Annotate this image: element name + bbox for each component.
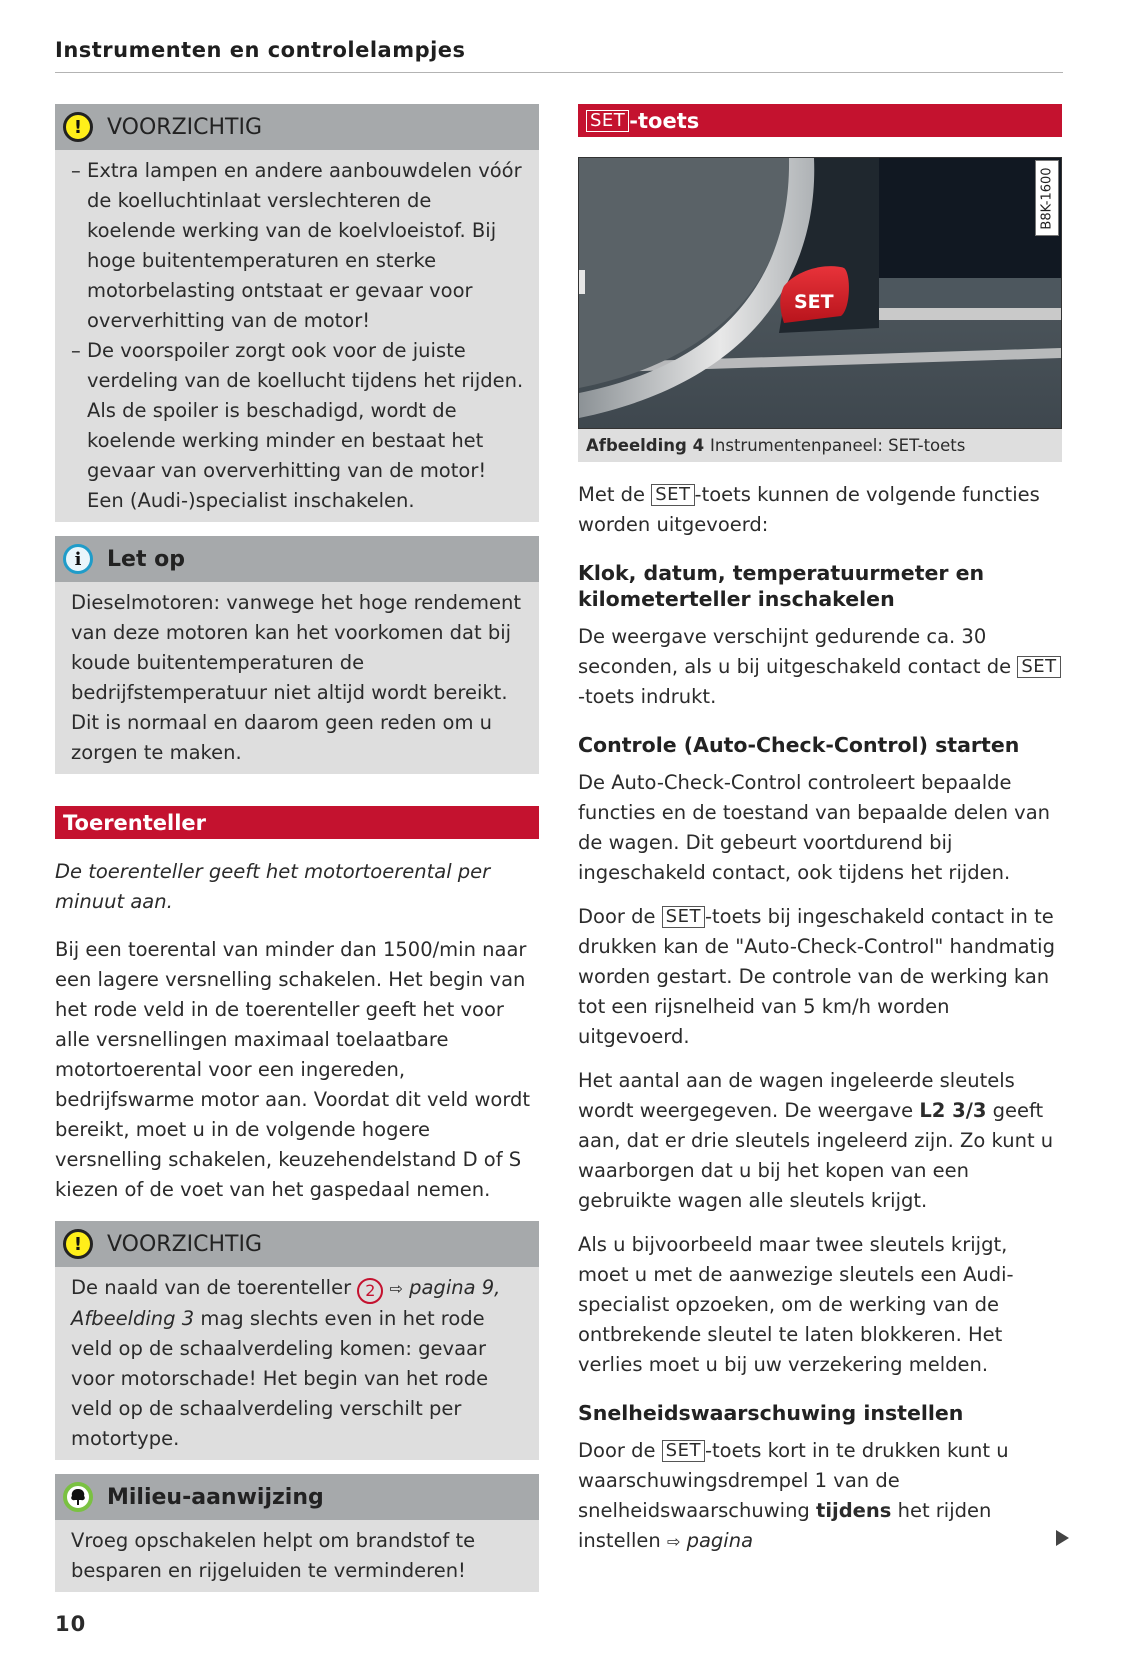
caution-title: VOORZICHTIG — [107, 114, 263, 140]
auto-check-paragraph-4: Als u bijvoorbeeld maar twee sleutels krijgt, moet u met de aanwezige sleutels een Audi-specialist opzoeken, om de werking van de ontbrekende sleutel te laten blokkeren. Het verlies moet u bij uw verzekering melden. — [578, 1233, 1014, 1376]
figure-caption — [578, 429, 1062, 462]
instrument-panel-illustration — [578, 157, 1062, 429]
cross-reference-arrow-icon: ⇨ — [389, 1279, 403, 1298]
caution-box-header — [55, 1221, 539, 1267]
caution-text: De naald van de toerenteller — [71, 1276, 352, 1299]
list-item-text: De voorspoiler zorgt ook voor de juiste verdeling van de koellucht tijdens het rijden. Als de spoiler is beschadigd, wordt de koelende werking minder en bestaat het gevaar van oververhitting van de motor! Een (Audi-)specialist inschakelen. — [87, 339, 524, 512]
list-item-text: Extra lampen en andere aanbouwdelen vóór de koelluchtinlaat verslechteren de koelende werking van de koelvloeistof. Bij hoge buitentemperaturen en sterke motorbelasting ontstaat er gevaar voor oververhitting van de motor! — [87, 159, 522, 332]
running-header-title: Instrumenten en controlelampjes — [55, 38, 466, 62]
list-item — [71, 156, 525, 336]
environment-box-body: Vroeg opschakelen helpt om brandstof te besparen en rijgeluiden te verminderen! — [71, 1529, 476, 1582]
note-title: Let op — [107, 546, 185, 572]
set-key-symbol: SET — [662, 1440, 705, 1462]
section-paragraph: Bij een toerental van minder dan 1500/min naar een lagere versnelling schakelen. Het begin van het rode veld in de toerenteller geeft het voor alle versnellingen maximaal toelaatbare motortoerental voor een ingereden, bedrijfswarme motor aan. Voordat dit veld wordt bereikt, moet u in de volgende hogere versnelling schakelen, keuzehendelstand D of S kiezen of de voet van het gaspedaal nemen. — [55, 938, 531, 1201]
text: het rijden instellen — [578, 1499, 992, 1552]
dash-bullet: – — [71, 159, 81, 182]
text: Door de — [578, 1439, 656, 1462]
clock-paragraph — [578, 622, 1062, 712]
subheading-speed-warning: Snelheidswaarschuwing instellen — [578, 1401, 964, 1425]
section-heading-set-key — [578, 104, 1062, 137]
cross-reference-link[interactable]: pagina 9, Afbeelding 3 — [71, 1276, 501, 1330]
left-column — [55, 104, 539, 1606]
text: -toets indrukt. — [578, 685, 717, 708]
dash-bullet: – — [71, 339, 81, 362]
text: -toets bij ingeschakeld contact in te drukken kan de "Auto-Check-Control" handmatig worden gestart. De controle van de werking kan tot een rijsnelheid van 5 km/h worden uitgevoerd. — [578, 905, 1055, 1048]
figure-caption-label: Afbeelding 4 — [586, 436, 705, 455]
note-box-body: Dieselmotoren: vanwege het hoge rendement van deze motoren kan het voorkomen dat bij koude buitentemperaturen de bedrijfstemperatuur niet altijd wordt bereikt. Dit is normaal en daarom geen reden om u zorgen te maken. — [71, 591, 521, 764]
subheading-auto-check: Controle (Auto-Check-Control) starten — [578, 733, 1020, 757]
key-count-display: L2 3/3 — [919, 1099, 987, 1122]
text: Met de — [578, 483, 646, 506]
set-key-symbol: SET — [1017, 656, 1060, 678]
header-rule — [55, 72, 1063, 73]
warning-exclamation-icon: ! — [63, 1229, 93, 1259]
caution-text: mag slechts even in het rode veld op de schaalverdeling komen: gevaar voor motorschade! Het begin van het rode veld op de schaalverdeling verschilt per motortype. — [71, 1307, 489, 1450]
emphasis: tijdens — [816, 1499, 892, 1522]
speed-warning-paragraph — [578, 1436, 1062, 1557]
note-box-diesel — [55, 536, 539, 774]
text: Het aantal aan de wagen ingeleerde sleutels wordt weergegeven. De weergave — [578, 1069, 1015, 1122]
figure-instrument-panel — [578, 157, 1062, 462]
right-column — [578, 104, 1062, 1571]
svg-text:SET: SET — [794, 291, 834, 313]
note-box-header — [55, 536, 539, 582]
caution-box-tachometer — [55, 1221, 539, 1460]
figure-caption-text: Instrumentenpaneel: SET-toets — [710, 436, 966, 455]
set-key-symbol: SET — [662, 906, 705, 928]
page-number: 10 — [55, 1612, 87, 1636]
text: De weergave verschijnt gedurende ca. 30 seconden, als u bij uitgeschakeld contact de — [578, 625, 1012, 678]
cross-reference-arrow-icon: ⇨ — [666, 1532, 681, 1551]
set-key-symbol: SET — [586, 110, 629, 132]
caution-title: VOORZICHTIG — [107, 1231, 263, 1257]
caution-box-cooling — [55, 104, 539, 522]
text: Door de — [578, 905, 656, 928]
caution-box-header — [55, 104, 539, 150]
text: -toets kunnen de volgende functies worden uitgevoerd: — [578, 483, 1040, 536]
environment-box-header — [55, 1474, 539, 1520]
tree-environment-icon — [63, 1482, 93, 1512]
subheading-clock: Klok, datum, temperatuurmeter en kilometerteller inschakelen — [578, 561, 985, 611]
figure-code: B8K-1600 — [1039, 166, 1055, 230]
section-lead: De toerenteller geeft het motortoerental per minuut aan. — [55, 860, 491, 913]
auto-check-paragraph-3 — [578, 1066, 1062, 1216]
info-icon: i — [63, 544, 93, 574]
callout-number-badge: 2 — [357, 1278, 383, 1304]
cross-reference-link[interactable]: pagina — [686, 1529, 754, 1552]
warning-exclamation-icon: ! — [63, 112, 93, 142]
auto-check-paragraph-1: De Auto-Check-Control controleert bepaalde functies en de toestand van bepaalde delen van de wagen. Dit gebeurt voortdurend bij ingeschakeld contact, ook tijdens het rijden. — [578, 771, 1050, 884]
continue-triangle-icon — [1056, 1530, 1069, 1546]
set-key-symbol: SET — [651, 484, 694, 506]
text: -toets kort in te drukken kunt u waarschuwingsdrempel 1 van de snelheidswaarschuwing — [578, 1439, 1009, 1522]
environment-title: Milieu-aanwijzing — [107, 1484, 324, 1510]
section-heading-text: -toets — [629, 108, 700, 133]
environment-box — [55, 1474, 539, 1592]
figure-code-label — [1035, 160, 1059, 236]
caution-box-body — [55, 150, 539, 522]
caution-box-body — [55, 1267, 539, 1460]
intro-paragraph — [578, 480, 1062, 540]
auto-check-paragraph-2 — [578, 902, 1062, 1052]
list-item — [71, 336, 525, 516]
section-heading-toerenteller: Toerenteller — [55, 806, 539, 839]
text: geeft aan, dat er drie sleutels ingeleerd zijn. Zo kunt u waarborgen dat u bij het kopen van een gebruikte wagen alle sleutels krijgt. — [578, 1099, 1054, 1212]
